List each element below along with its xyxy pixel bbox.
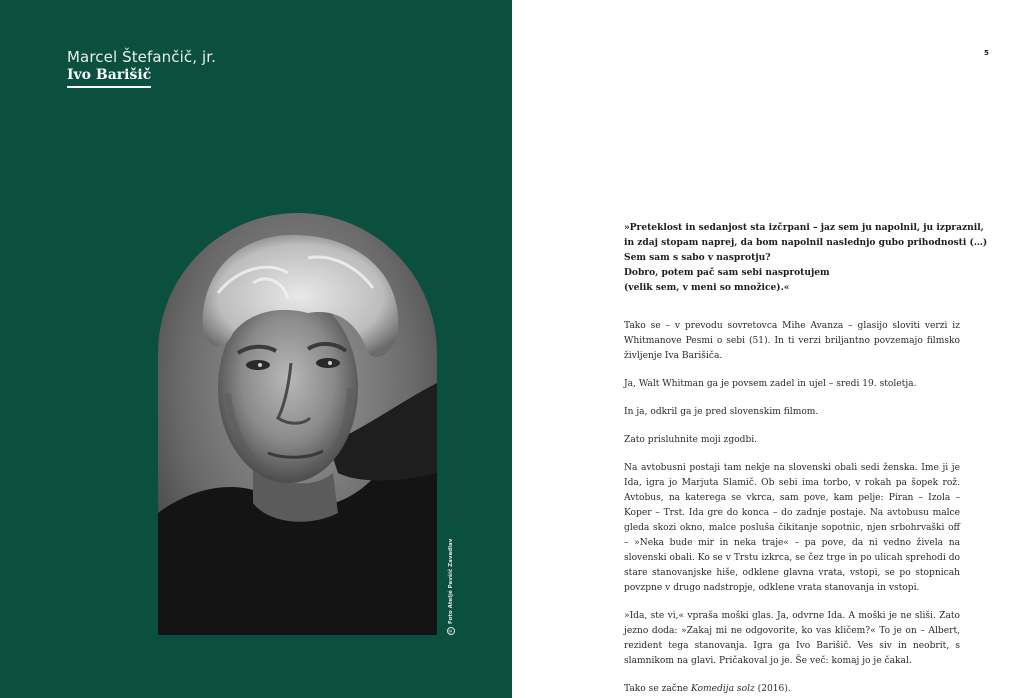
author-name: Marcel Štefančič, jr.: [67, 48, 217, 66]
paragraph: In ja, odkril ga je pred slovenskim filmom.: [624, 407, 819, 417]
closing-suffix: (2016).: [754, 684, 791, 694]
quote-line: in zdaj stopam naprej, da bom napolnil naslednjo gubo prihodnosti (…): [624, 237, 988, 248]
portrait-photo: [158, 213, 437, 635]
subject-title: Ivo Barišič: [67, 67, 151, 88]
page-number: 5: [984, 49, 989, 57]
paragraph: Tako se – v prevodu sovretovca Mihe Avanza – glasijo sloviti verzi iz Whitmanove Pesmi o sebi (51). In ti verzi briljantno povzemajo filmsko življenje Iva Barišiča.: [624, 321, 960, 361]
whitman-quote: [624, 220, 988, 295]
article-body: [624, 220, 988, 697]
paragraph: Na avtobusni postaji tam nekje na slovenski obali sedi ženska. Ime ji je Ida, igra jo Marjuta Slamič. Ob sebi ima torbo, v rokah pa šopek rož. Avtobus, na katerega se vkrca, sam pove, kam pelje: Piran – Izola – Koper – Trst. Ida gre do konca – do zadnje postaje. Na avtobusu malce gleda skozi okno, malce posluša čikitanje sopotnic, njen srbohrvaški off – »Neka bude mir in neka traje« – pa pove, da ni vedno živela na slovenski obali. Ko se v Trstu izkrca, se čez trge in po ulicah sprehodi do stare stanovanjske hiše, odklene glavna vrata, vstopi, se po stopnicah povzpne v drugo nadstropje, odklene vrata stanovanja in vstopi.: [624, 463, 960, 593]
copyright-icon: ©: [448, 629, 453, 633]
closing-prefix: Tako se začne: [624, 684, 692, 694]
paragraph: Ja, Walt Whitman ga je povsem zadel in ujel – sredi 19. stoletja.: [624, 379, 917, 389]
closing-paragraph: [624, 682, 960, 697]
quote-line: (velik sem, v meni so množice).«: [624, 282, 790, 293]
paragraph: »Ida, ste vi,« vpraša moški glas. Ja, odvrne Ida. A moški je ne sliši. Zato jezno doda: »Zakaj mi ne odgovorite, ko vas kličem?« To je on – Albert, rezident tega stanovanja. Igra ga Ivo Barišič. Ves siv in neobrit, s slamnikom na glavi. Pričakoval jo je. Še več: komaj jo je čakal.: [624, 611, 960, 666]
film-title: Komedija solz: [691, 684, 755, 694]
portrait-illustration: [158, 213, 437, 635]
quote-line: »Preteklost in sedanjost sta izčrpani – jaz sem ju napolnil, ju izpraznil,: [624, 222, 984, 233]
photo-credit-text: Foto Ateljé Pavšič Zavadlav: [448, 538, 454, 624]
paragraph: Zato prisluhnite moji zgodbi.: [624, 435, 758, 445]
quote-line: Dobro, potem pač sam sebi nasprotujem: [624, 267, 830, 278]
photo-credit: [447, 539, 455, 635]
quote-line: Sem sam s sabo v nasprotju?: [624, 252, 771, 263]
